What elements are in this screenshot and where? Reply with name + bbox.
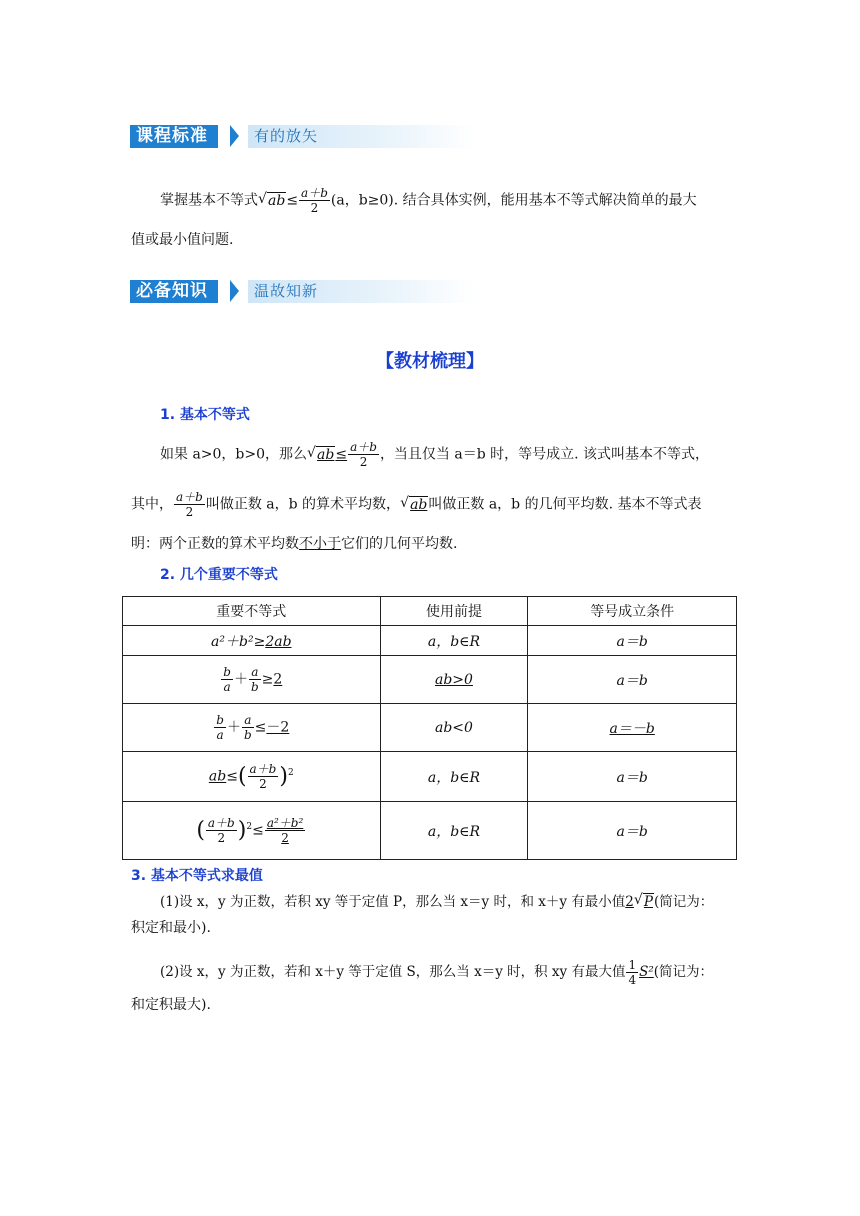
numerator: a＋b — [176, 490, 203, 504]
condition-cell — [528, 626, 737, 656]
numerator: 1 — [628, 958, 637, 972]
underlined-answer: －2 — [266, 719, 290, 736]
numerator: a — [242, 713, 254, 728]
table-row — [123, 656, 737, 704]
text: (简记为： — [653, 894, 714, 910]
premise-cell — [380, 626, 528, 656]
underlined-answer: ab — [208, 768, 227, 785]
fraction — [242, 713, 254, 742]
text: ≤ — [226, 768, 238, 785]
denominator: b — [243, 728, 252, 742]
text: a，b∈R — [427, 823, 481, 840]
banner-subtitle: 有的放矢 — [254, 127, 319, 145]
banner-subtitle: 温故知新 — [254, 282, 319, 300]
text: 叫做正数 a，b 的算术平均数， — [205, 496, 401, 513]
section-title: 【教材梳理】 — [376, 351, 484, 372]
heading-basic-inequality: 1. 基本不等式 — [160, 407, 250, 423]
left-paren: ( — [237, 764, 247, 789]
header-condition: 等号成立条件 — [528, 597, 737, 626]
underlined-answer: S² — [639, 964, 654, 980]
heading-extreme-values: 3. 基本不等式求最值 — [131, 868, 263, 884]
denominator: 2 — [310, 201, 319, 215]
left-paren: ( — [196, 818, 205, 843]
text: a＝b — [616, 823, 648, 840]
underlined-answer: ab>0 — [435, 671, 473, 688]
standard-line-2: 值或最小值问题. — [131, 232, 234, 248]
sqrt-expression: √ ab — [409, 496, 428, 513]
arrow-icon — [230, 280, 239, 302]
text: (a，b≥0). 结合具体实例，能用基本不等式解决简单的最大 — [330, 192, 697, 209]
text: a＝b — [616, 633, 648, 650]
text: ＋ — [233, 671, 248, 688]
sqrt-expression: √ ab — [267, 192, 286, 209]
denominator: 2 — [359, 455, 368, 469]
inequality-cell — [123, 626, 381, 656]
inequality-table — [122, 596, 737, 860]
premise-cell — [380, 802, 528, 860]
numerator: a＋b — [301, 186, 328, 200]
table-header-row — [123, 597, 737, 626]
denominator: 2 — [185, 505, 194, 519]
banner-course-standard — [130, 125, 475, 148]
numerator: b — [223, 665, 231, 679]
text: a，b∈R — [427, 633, 481, 650]
s3-p1-line-2: 积定和最小). — [131, 920, 211, 936]
text: ，当且仅当 a＝b 时，等号成立. 该式叫基本不等式， — [379, 446, 710, 463]
s1-line-2 — [131, 490, 701, 519]
text: a＝b — [616, 769, 648, 786]
text: 明：两个正数的算术平均数 — [131, 536, 299, 552]
numerator: a — [249, 665, 261, 680]
text: 如果 a>0，b>0，那么 — [160, 446, 308, 463]
sqrt-expression: √ ab — [316, 446, 335, 463]
premise-cell — [380, 704, 528, 752]
denominator: b — [250, 680, 259, 694]
s3-p2-line-2: 和定积最大). — [131, 997, 211, 1013]
text: ab<0 — [435, 719, 473, 736]
numerator: b — [216, 713, 224, 727]
premise-cell — [380, 656, 528, 704]
fraction — [626, 958, 638, 987]
text: 叫做正数 a，b 的几何平均数. 基本不等式表 — [428, 496, 702, 513]
text: ＋ — [226, 719, 241, 736]
fraction — [348, 440, 379, 469]
underlined-answer: 2 — [273, 671, 283, 688]
condition-cell — [528, 704, 737, 752]
text: (简记为： — [653, 964, 714, 980]
denominator: 4 — [628, 973, 637, 987]
text: ≤ — [252, 822, 264, 839]
table-row — [123, 626, 737, 656]
underlined-answer: 不小于 — [299, 536, 341, 552]
header-inequality: 重要不等式 — [123, 597, 381, 626]
s1-line-1 — [160, 440, 709, 469]
fraction — [214, 713, 226, 742]
text: (2)设 x，y 为正数，若和 x＋y 等于定值 S，那么当 x＝y 时，积 xy 有最大值 — [160, 964, 626, 980]
text: ≤ — [254, 719, 267, 736]
text: 其中， — [131, 496, 173, 513]
condition-cell — [528, 656, 737, 704]
banner-tag: 课程标准 — [130, 125, 218, 148]
text: ≥ — [261, 671, 274, 688]
fraction — [265, 816, 305, 845]
fraction — [221, 665, 233, 694]
numerator: a＋b — [350, 440, 377, 454]
premise-cell — [380, 752, 528, 802]
inequality-cell — [123, 656, 381, 704]
denominator: 2 — [217, 831, 226, 845]
banner-prerequisite — [130, 280, 475, 303]
numerator: a＋b — [249, 762, 277, 776]
right-paren: ) — [279, 764, 288, 789]
text: 它们的几何平均数. — [341, 536, 458, 552]
condition-cell — [528, 752, 737, 802]
header-premise: 使用前提 — [380, 597, 528, 626]
exponent: 2 — [246, 821, 253, 832]
s3-p2-line-1 — [160, 958, 713, 987]
heading-important-inequalities: 2. 几个重要不等式 — [160, 567, 278, 583]
sqrt-expression: √ P — [643, 893, 654, 910]
condition-cell — [528, 802, 737, 860]
le-symbol: ≤ — [286, 192, 299, 209]
underlined-answer: a＝－b — [609, 720, 655, 737]
inequality-cell — [123, 752, 381, 802]
s3-p1-line-1 — [160, 892, 713, 912]
denominator: a — [216, 728, 224, 742]
denominator: a — [223, 680, 231, 694]
text: a＝b — [616, 672, 648, 689]
fraction — [174, 490, 205, 519]
text: (1)设 x，y 为正数，若积 xy 等于定值 P，那么当 x＝y 时，和 x＋y 有最小值 — [160, 894, 626, 910]
denominator: 2 — [281, 831, 289, 845]
inequality-cell — [123, 704, 381, 752]
s1-line-3 — [131, 534, 457, 554]
table-row — [123, 802, 737, 860]
arrow-icon — [230, 125, 239, 147]
right-paren: ) — [237, 818, 247, 843]
underlined-answer: 2 — [625, 894, 634, 910]
fraction — [248, 762, 279, 791]
denominator: 2 — [259, 777, 267, 791]
text: 掌握基本不等式 — [160, 192, 258, 209]
text: a²＋b²≥ — [211, 633, 266, 650]
table-row — [123, 704, 737, 752]
text: a，b∈R — [427, 769, 481, 786]
standard-line-1 — [160, 186, 697, 215]
le-symbol: ≤ — [335, 446, 348, 463]
inequality-cell — [123, 802, 381, 860]
exponent: 2 — [287, 767, 294, 778]
fraction — [299, 186, 330, 215]
table-row — [123, 752, 737, 802]
banner-tag: 必备知识 — [130, 280, 218, 303]
fraction — [206, 816, 237, 845]
underlined-answer: 2ab — [265, 633, 292, 650]
numerator: a＋b — [207, 816, 235, 830]
fraction — [249, 665, 261, 694]
numerator: a²＋b² — [266, 816, 304, 830]
